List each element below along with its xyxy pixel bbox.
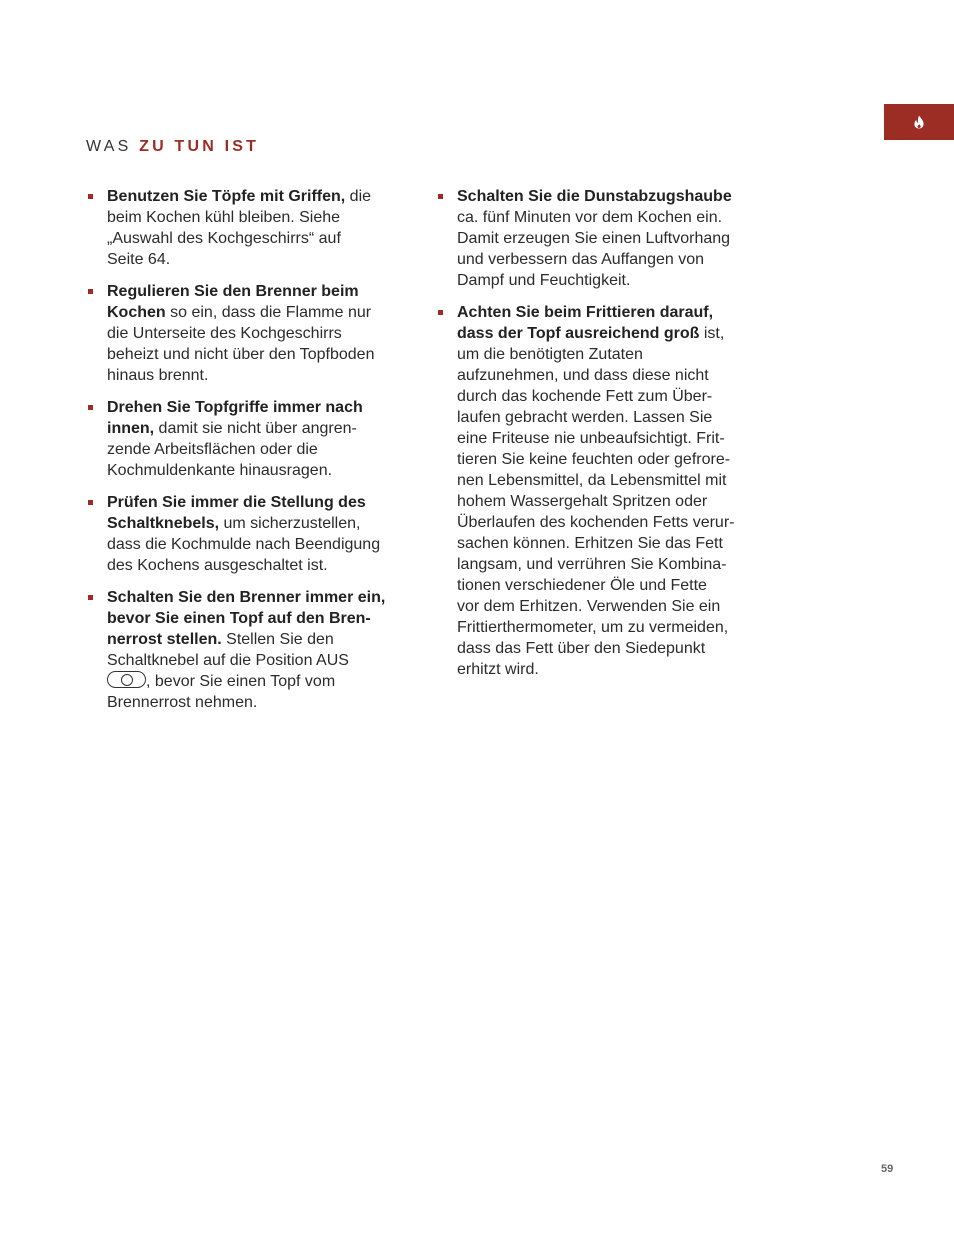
- body-text: zende Arbeitsflächen oder die: [107, 441, 318, 458]
- section-heading: [86, 138, 259, 156]
- body-text: Kochmuldenkante hinausragen.: [107, 462, 333, 479]
- text-line: [457, 186, 766, 207]
- text-line: [457, 270, 766, 291]
- text-line: [457, 207, 766, 228]
- body-text: ca. fünf Minuten vor dem Kochen ein.: [457, 209, 723, 226]
- text-line: [457, 491, 766, 512]
- bold-lead-text: Regulieren Sie den Brenner beim: [107, 283, 359, 300]
- bold-lead-text: Drehen Sie Topfgriffe immer nach: [107, 399, 363, 416]
- text-line: [107, 534, 416, 555]
- bold-lead-text: Achten Sie beim Frittieren darauf,: [457, 304, 714, 321]
- bullet-marker: [88, 405, 93, 410]
- body-text: tionen verschiedener Öle und Fette: [457, 577, 707, 594]
- bullet-marker: [88, 194, 93, 199]
- body-text: beim Kochen kühl bleiben. Siehe: [107, 209, 341, 226]
- body-text: die: [345, 188, 372, 205]
- text-line: [107, 365, 416, 386]
- text-line: [457, 533, 766, 554]
- body-text: so ein, dass die Flamme nur: [165, 304, 372, 321]
- text-line: [457, 596, 766, 617]
- body-text: langsam, und verrühren Sie Kombina-: [457, 556, 727, 573]
- text-line: [457, 302, 766, 323]
- bold-lead-text: Schalten Sie die Dunstabzugshaube: [457, 188, 732, 205]
- text-line: [107, 418, 416, 439]
- body-text: eine Friteuse nie unbeaufsichtigt. Frit-: [457, 430, 725, 447]
- text-line: [107, 439, 416, 460]
- text-line: [457, 228, 766, 249]
- flame-icon: [913, 115, 925, 129]
- text-line: [107, 207, 416, 228]
- bullet-marker: [88, 595, 93, 600]
- text-line: [107, 513, 416, 534]
- text-line: [107, 460, 416, 481]
- body-text: die Unterseite des Kochgeschirrs: [107, 325, 342, 342]
- text-line: [457, 249, 766, 270]
- text-line: [107, 281, 416, 302]
- bold-lead-text: Kochen: [107, 304, 166, 321]
- text-line: [107, 587, 416, 608]
- text-line: [107, 186, 416, 207]
- text-line: [457, 575, 766, 596]
- bullet-marker: [438, 310, 443, 315]
- body-text: nen Lebensmittel, da Lebensmittel mit: [457, 472, 727, 489]
- text-line: [107, 302, 416, 323]
- text-line: [457, 470, 766, 491]
- text-line: [457, 344, 766, 365]
- body-text: beheizt und nicht über den Topfboden: [107, 346, 375, 363]
- bullet-item: [86, 281, 416, 386]
- bullet-item: [436, 302, 766, 680]
- section-tab: [884, 104, 954, 140]
- body-text: dass das Fett über den Siedepunkt: [457, 640, 706, 657]
- text-line: [457, 617, 766, 638]
- body-text: aufzunehmen, und dass diese nicht: [457, 367, 709, 384]
- bold-lead-text: dass der Topf ausreichend groß: [457, 325, 700, 342]
- text-line: [457, 449, 766, 470]
- body-text: hohem Wassergehalt Spritzen oder: [457, 493, 708, 510]
- bullet-marker: [88, 500, 93, 505]
- body-text: hinaus brennt.: [107, 367, 209, 384]
- text-line: [107, 671, 416, 692]
- text-line: [107, 608, 416, 629]
- body-text: Dampf und Feuchtigkeit.: [457, 272, 631, 289]
- text-line: [107, 692, 416, 713]
- bullet-item: [86, 186, 416, 270]
- text-line: [457, 659, 766, 680]
- body-text: Seite 64.: [107, 251, 171, 268]
- body-text: , bevor Sie einen Topf vom: [146, 673, 336, 690]
- off-position-knob-icon: [107, 671, 146, 688]
- body-text: Schaltknebel auf die Position AUS: [107, 652, 349, 669]
- text-line: [457, 386, 766, 407]
- text-line: [107, 629, 416, 650]
- bold-lead-text: Schaltknebels,: [107, 515, 220, 532]
- bullet-marker: [438, 194, 443, 199]
- text-line: [107, 397, 416, 418]
- bullet-item: [436, 186, 766, 291]
- body-text: Überlaufen des kochenden Fetts verur-: [457, 514, 735, 531]
- body-text: des Kochens ausgeschaltet ist.: [107, 557, 328, 574]
- bullet-item: [86, 587, 416, 713]
- bold-lead-text: nerrost stellen.: [107, 631, 222, 648]
- left-column: [86, 186, 416, 713]
- body-text: durch das kochende Fett zum Über-: [457, 388, 713, 405]
- body-text: Stellen Sie den: [221, 631, 334, 648]
- body-text: Frittierthermometer, um zu vermeiden,: [457, 619, 729, 636]
- text-line: [457, 554, 766, 575]
- body-text: damit sie nicht über angren-: [154, 420, 357, 437]
- text-line: [457, 512, 766, 533]
- page-number: 59: [881, 1163, 894, 1175]
- heading-word-zu-tun-ist: ZU TUN IST: [139, 138, 260, 155]
- bold-lead-text: Prüfen Sie immer die Stellung des: [107, 494, 366, 511]
- body-text: Brennerrost nehmen.: [107, 694, 258, 711]
- bold-lead-text: Schalten Sie den Brenner immer ein,: [107, 589, 386, 606]
- heading-word-was: WAS: [86, 138, 132, 155]
- bullet-item: [86, 492, 416, 576]
- text-line: [107, 228, 416, 249]
- text-line: [107, 650, 416, 671]
- text-line: [107, 555, 416, 576]
- bullet-marker: [88, 289, 93, 294]
- text-line: [457, 323, 766, 344]
- text-line: [107, 492, 416, 513]
- bold-lead-text: bevor Sie einen Topf auf den Bren-: [107, 610, 371, 627]
- text-line: [457, 638, 766, 659]
- text-line: [107, 344, 416, 365]
- bold-lead-text: Benutzen Sie Töpfe mit Griffen,: [107, 188, 346, 205]
- body-text: laufen gebracht werden. Lassen Sie: [457, 409, 713, 426]
- body-text: vor dem Erhitzen. Verwenden Sie ein: [457, 598, 721, 615]
- text-line: [457, 428, 766, 449]
- body-text: tieren Sie keine feuchten oder gefrore-: [457, 451, 731, 468]
- bold-lead-text: innen,: [107, 420, 155, 437]
- body-text: dass die Kochmulde nach Beendigung: [107, 536, 381, 553]
- body-text: ist,: [699, 325, 725, 342]
- text-line: [107, 249, 416, 270]
- right-column: [436, 186, 766, 680]
- text-line: [457, 407, 766, 428]
- body-text: um die benötigten Zutaten: [457, 346, 643, 363]
- body-text: sachen können. Erhitzen Sie das Fett: [457, 535, 723, 552]
- body-text: und verbessern das Auffangen von: [457, 251, 704, 268]
- body-text: um sicherzustellen,: [219, 515, 361, 532]
- text-line: [107, 323, 416, 344]
- bullet-item: [86, 397, 416, 481]
- text-line: [457, 365, 766, 386]
- body-text: Damit erzeugen Sie einen Luftvorhang: [457, 230, 731, 247]
- body-text: erhitzt wird.: [457, 661, 539, 678]
- body-text: „Auswahl des Kochgeschirrs“ auf: [107, 230, 341, 247]
